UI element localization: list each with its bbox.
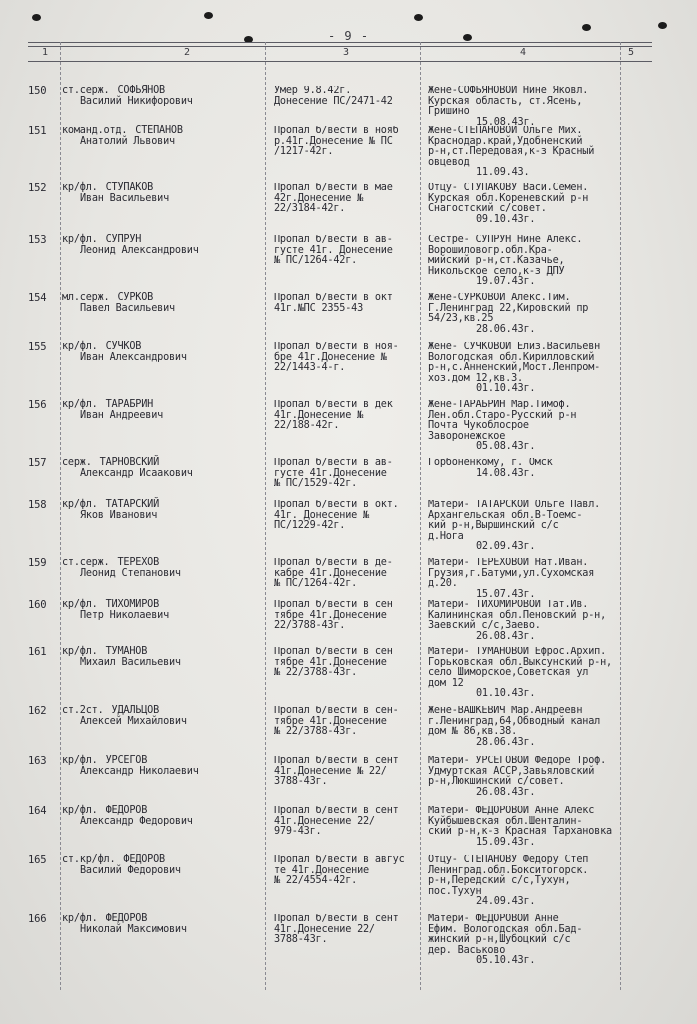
notification-cell bbox=[428, 600, 650, 642]
fate-line: ПС/1229-42г. bbox=[274, 520, 346, 532]
rank: кр/фл. bbox=[62, 182, 98, 193]
notification-date: 26.08.43г. bbox=[476, 630, 536, 642]
notification-line: Гришино bbox=[428, 106, 470, 118]
notification-line: пос.Тухун bbox=[428, 885, 482, 897]
rank-and-surname bbox=[62, 855, 165, 866]
record-number: 154 bbox=[28, 292, 47, 304]
punch-hole bbox=[204, 12, 213, 19]
record-number: 151 bbox=[28, 125, 47, 137]
notification-date: 24.09.43г. bbox=[476, 896, 536, 908]
fate-line: густе 41г.Донесение bbox=[274, 467, 387, 479]
rank-and-surname bbox=[62, 558, 159, 569]
fate-line: бре 41г.Донесение № bbox=[274, 351, 387, 363]
rank-and-surname bbox=[62, 647, 147, 658]
surname: ТАРНОВСКИЙ bbox=[99, 457, 160, 468]
notification-line: Краснодар.край,Удобненский bbox=[428, 135, 583, 147]
notification-line: Ворошиловогр.обл.Кра- bbox=[428, 244, 553, 256]
fate-cell bbox=[274, 400, 422, 432]
surname: ФЕДОРОВ bbox=[105, 805, 148, 816]
column-number-3: 3 bbox=[343, 47, 350, 58]
notification-line: Заворонежское bbox=[428, 430, 506, 442]
column-number-4: 4 bbox=[520, 47, 527, 58]
punch-hole bbox=[32, 14, 41, 21]
notification-date: 02.09.43г. bbox=[476, 541, 536, 553]
rank: кр/фл. bbox=[62, 599, 98, 610]
fate-line: 3788-43г. bbox=[274, 776, 328, 788]
notification-date: 28.06.43г. bbox=[476, 736, 536, 748]
punch-hole bbox=[658, 22, 667, 29]
fate-line: № 22/3788-43г. bbox=[274, 726, 358, 738]
notification-line: дер. Васьково bbox=[428, 944, 506, 956]
notification-line: Курская область, ст.Ясень, bbox=[428, 95, 583, 107]
fate-line: те 41г.Донесение bbox=[274, 864, 369, 876]
fate-cell bbox=[274, 183, 422, 215]
notification-line: Курская обл.Кореневский р-н bbox=[428, 192, 589, 204]
fate-cell bbox=[274, 126, 422, 158]
rank-and-surname bbox=[62, 458, 159, 469]
fate-line: 22/188-42г. bbox=[274, 420, 340, 432]
fate-cell bbox=[274, 558, 422, 590]
fate-line: Пропал б/вести в сент bbox=[274, 806, 399, 816]
rank-and-surname bbox=[62, 293, 153, 304]
fate-line: № ПС/1264-42г. bbox=[274, 578, 358, 590]
fate-cell bbox=[274, 647, 422, 679]
fate-line: 41г.Донесение 22/ bbox=[274, 923, 375, 935]
given-name: Леонид Степанович bbox=[80, 568, 181, 579]
notification-line: село Шиморское,Советская ул bbox=[428, 667, 589, 679]
notification-line: Жене-ТАРАБРИН Мар.Тимоф. bbox=[428, 400, 571, 410]
given-name: Иван Андреевич bbox=[80, 410, 164, 421]
fate-line: 41г.Донесение № bbox=[274, 409, 364, 421]
notification-line: Заевский с/с,Заево. bbox=[428, 620, 541, 632]
fate-line: Пропал б/вести в дек bbox=[274, 400, 393, 410]
notification-cell bbox=[428, 500, 650, 553]
notification-line: Вологодская обл.Кирилловский bbox=[428, 351, 595, 363]
notification-line: д.Нога bbox=[428, 530, 464, 542]
notification-cell bbox=[428, 400, 650, 453]
rank: кр/фл. bbox=[62, 399, 98, 410]
record-number: 164 bbox=[28, 805, 47, 817]
record-number: 158 bbox=[28, 499, 47, 511]
fate-line: 41г.№ПС 2355-43 bbox=[274, 302, 364, 314]
notification-line: р-н,Люкшинский с/совет. bbox=[428, 776, 565, 788]
record-number: 150 bbox=[28, 85, 47, 97]
given-name: Александр Исаакович bbox=[80, 468, 193, 479]
given-name: Яков Иванович bbox=[80, 510, 158, 521]
notification-line: Горбоненкому, г. Омск bbox=[428, 458, 553, 468]
rank: кр/фл. bbox=[62, 341, 98, 352]
notification-line: р-н,Передский с/с,Тухун, bbox=[428, 875, 571, 887]
fate-line: 22/3788-43г. bbox=[274, 620, 346, 632]
notification-line: д.20. bbox=[428, 578, 458, 590]
notification-line: Сестре- СУПРУН Нине Алекс. bbox=[428, 235, 583, 245]
notification-line: Матери- ТУМАНОВОЙ Ефрос.Архип. bbox=[428, 647, 607, 657]
notification-line: Калининская обл.Пеновский р-н, bbox=[428, 609, 607, 621]
fate-cell bbox=[274, 914, 422, 946]
notification-line: овцевод bbox=[428, 156, 470, 168]
rank-and-surname bbox=[62, 706, 159, 717]
fate-line: 22/1443-4-г. bbox=[274, 362, 346, 374]
fate-line: 41г. Донесение № bbox=[274, 509, 369, 521]
notification-line: Почта Чукоблосрое bbox=[428, 420, 529, 432]
fate-line: Пропал б/вести в сен bbox=[274, 647, 393, 657]
record-number: 156 bbox=[28, 399, 47, 411]
surname: СУПРУН bbox=[105, 234, 142, 245]
rank-and-surname bbox=[62, 600, 159, 611]
fate-cell bbox=[274, 293, 422, 314]
rank: серж. bbox=[62, 457, 92, 468]
rank-and-surname bbox=[62, 400, 153, 411]
surname: ФЕДОРОВ bbox=[105, 913, 148, 924]
notification-line: жинский р-н,Шубоцкий с/с bbox=[428, 934, 571, 946]
fate-line: /1217-42г. bbox=[274, 146, 334, 158]
notification-line: Ефим. Вологодская обл.Бад- bbox=[428, 923, 583, 935]
notification-date: 15.08.43г. bbox=[476, 116, 536, 128]
record-number: 157 bbox=[28, 457, 47, 469]
fate-line: 22/3184-42г. bbox=[274, 203, 346, 215]
fate-line: Пропал б/вести в окт. bbox=[274, 500, 399, 510]
notification-line: дом 12 bbox=[428, 677, 464, 689]
fate-line: Донесение ПС/2471-42 bbox=[274, 95, 393, 107]
surname: ТУМАНОВ bbox=[105, 646, 148, 657]
fate-line: Пропал б/вести в авгус bbox=[274, 855, 405, 865]
fate-line: тябре 41г.Донесение bbox=[274, 715, 387, 727]
fate-line: кабре 41г.Донесение bbox=[274, 567, 387, 579]
notification-line: г.Ленинград,64,Обводный канал bbox=[428, 715, 601, 727]
notification-line: Жене-СТЕПАНОВОЙ Ольге Мих. bbox=[428, 126, 583, 136]
fate-line: Пропал б/вести в ав- bbox=[274, 458, 393, 468]
fate-line: Умер 9.8.42г. bbox=[274, 86, 352, 96]
rank-and-surname bbox=[62, 183, 153, 194]
notification-date: 09.10.43г. bbox=[476, 213, 536, 225]
notification-line: Г.Ленинград 22,Кировский пр bbox=[428, 302, 589, 314]
column-divider bbox=[265, 42, 266, 990]
rank-and-surname bbox=[62, 500, 159, 511]
fate-line: Пропал б/вести в нояб bbox=[274, 126, 399, 136]
fate-line: Пропал б/вести в мае bbox=[274, 183, 393, 193]
notification-line: Матери- ТИХОМИРОВОЙ Тат.Ив. bbox=[428, 600, 589, 610]
notification-line: ский р-н,к-з Красная Тархановка bbox=[428, 826, 612, 838]
record-number: 161 bbox=[28, 646, 47, 658]
record-number: 165 bbox=[28, 854, 47, 866]
rank-and-surname bbox=[62, 235, 141, 246]
surname: УРСЕГОВ bbox=[105, 755, 148, 766]
fate-cell bbox=[274, 756, 422, 788]
fate-line: Пропал б/вести в де- bbox=[274, 558, 393, 568]
given-name: Василий Никифорович bbox=[80, 96, 193, 107]
notification-cell bbox=[428, 342, 650, 395]
notification-line: Архангельская обл.В-Тоемс- bbox=[428, 509, 583, 521]
surname: СТУПАКОВ bbox=[105, 182, 154, 193]
rank-and-surname bbox=[62, 806, 147, 817]
notification-date: 15.09.43г. bbox=[476, 836, 536, 848]
fate-cell bbox=[274, 706, 422, 738]
notification-cell bbox=[428, 293, 650, 335]
given-name: Алексей Михайлович bbox=[80, 716, 187, 727]
notification-line: Матери- ФЕДОРОВОЙ Анне bbox=[428, 914, 559, 924]
notification-line: Жене- СУЧКОВОЙ Елиз.Васильевн bbox=[428, 342, 601, 352]
rank-and-surname bbox=[62, 86, 165, 97]
notification-line: Никольское село,к-з ДПУ bbox=[428, 265, 565, 277]
surname: ТИХОМИРОВ bbox=[105, 599, 160, 610]
rank: мл.серж. bbox=[62, 292, 110, 303]
fate-line: 41г.Донесение № 22/ bbox=[274, 765, 387, 777]
surname: СУЧКОВ bbox=[105, 341, 142, 352]
notification-cell bbox=[428, 458, 650, 479]
notification-line: Снагостский с/совет. bbox=[428, 203, 547, 215]
fate-line: Пропал б/вести в сен- bbox=[274, 706, 399, 716]
notification-cell bbox=[428, 86, 650, 128]
notification-cell bbox=[428, 126, 650, 179]
rank-and-surname bbox=[62, 756, 147, 767]
notification-line: мийский р-н,ст.Казачье, bbox=[428, 255, 565, 267]
given-name: Леонид Александрович bbox=[80, 245, 199, 256]
rank-and-surname bbox=[62, 342, 141, 353]
fate-line: тябре 41г.Донесение bbox=[274, 656, 387, 668]
header-rule-middle bbox=[28, 46, 652, 47]
fate-line: Пропал б/вести в сен bbox=[274, 600, 393, 610]
rank: кр/фл. bbox=[62, 755, 98, 766]
record-number: 160 bbox=[28, 599, 47, 611]
given-name: Василий Федорович bbox=[80, 865, 181, 876]
notification-cell bbox=[428, 706, 650, 748]
fate-line: Пропал б/вести в сент bbox=[274, 756, 399, 766]
rank: ст.серж. bbox=[62, 85, 110, 96]
column-divider bbox=[60, 42, 61, 990]
notification-line: Жене-СУРКОВОЙ Алекс.Тим. bbox=[428, 293, 571, 303]
notification-cell bbox=[428, 558, 650, 600]
rank: кр/фл. bbox=[62, 499, 98, 510]
fate-line: р.41г.Донесение № ПС bbox=[274, 135, 393, 147]
fate-cell bbox=[274, 855, 422, 887]
notification-line: Матери- ТАТАРСКОЙ Ольге Павл. bbox=[428, 500, 601, 510]
rank: кр/фл. bbox=[62, 234, 98, 245]
surname: ФЕДОРОВ bbox=[123, 854, 165, 865]
notification-line: Куйбышевская обл.Шенталин- bbox=[428, 815, 583, 827]
given-name: Александр Николаевич bbox=[80, 766, 199, 777]
notification-line: Матери- УРСЕГОВОЙ Федоре Троф. bbox=[428, 756, 607, 766]
surname: СТЕПАНОВ bbox=[135, 125, 183, 136]
notification-line: Матери- ТЕРЕХОВОЙ Нат.Иван. bbox=[428, 558, 589, 568]
rank-and-surname bbox=[62, 126, 183, 137]
notification-line: Отцу- СТУПАКОВУ Васи.Семен. bbox=[428, 183, 589, 193]
fate-cell bbox=[274, 86, 422, 107]
given-name: Анатолий Львович bbox=[80, 136, 175, 147]
given-name: Александр Федорович bbox=[80, 816, 193, 827]
surname: ТЕРЕХОВ bbox=[117, 557, 160, 568]
notification-line: р-н,ст.Передовая,к-з Красный bbox=[428, 146, 595, 158]
notification-cell bbox=[428, 647, 650, 700]
fate-line: Пропал б/вести в ноя- bbox=[274, 342, 399, 352]
notification-line: р-н,с.Анненский,Мост.Ленпром- bbox=[428, 362, 601, 374]
fate-cell bbox=[274, 458, 422, 490]
rank: ст.2ст. bbox=[62, 705, 104, 716]
column-number-2: 2 bbox=[184, 47, 191, 58]
fate-line: густе 41г. Донесение bbox=[274, 244, 393, 256]
fate-line: 979-43г. bbox=[274, 826, 322, 838]
rank: ст.кр/фл. bbox=[62, 854, 116, 865]
header-rule-bottom bbox=[28, 61, 652, 62]
fate-cell bbox=[274, 342, 422, 374]
record-number: 166 bbox=[28, 913, 47, 925]
surname: ТАРАБРИН bbox=[105, 399, 154, 410]
notification-line: Жене-СОФЬЯНОВОЙ Нине Яковл. bbox=[428, 86, 589, 96]
given-name: Иван Васильевич bbox=[80, 193, 170, 204]
notification-date: 05.10.43г. bbox=[476, 955, 536, 967]
rank: кр/фл. bbox=[62, 805, 98, 816]
given-name: Петр Николаевич bbox=[80, 610, 170, 621]
record-number: 155 bbox=[28, 341, 47, 353]
notification-cell bbox=[428, 914, 650, 967]
notification-line: Матери- ФЕДОРОВОЙ Анне Алекс bbox=[428, 806, 595, 816]
fate-cell bbox=[274, 600, 422, 632]
fate-line: 41г.Донесение 22/ bbox=[274, 815, 375, 827]
surname: СОФЬЯНОВ bbox=[117, 85, 165, 96]
surname: СУРКОВ bbox=[117, 292, 154, 303]
notification-line: хоз.дом 12,кв.3. bbox=[428, 372, 523, 384]
rank: кр/фл. bbox=[62, 913, 98, 924]
fate-cell bbox=[274, 235, 422, 267]
rank-and-surname bbox=[62, 914, 147, 925]
notification-cell bbox=[428, 183, 650, 225]
surname: ТАТАРСКИЙ bbox=[105, 499, 160, 510]
given-name: Иван Александрович bbox=[80, 352, 187, 363]
fate-line: тябре 41г.Донесение bbox=[274, 609, 387, 621]
record-number: 159 bbox=[28, 557, 47, 569]
notification-line: дом № 86,кв.38. bbox=[428, 726, 518, 738]
record-number: 153 bbox=[28, 234, 47, 246]
column-number-1: 1 bbox=[42, 47, 49, 58]
notification-line: Лен.обл.Старо-Русский р-н bbox=[428, 409, 577, 421]
fate-line: Пропал б/вести в ав- bbox=[274, 235, 393, 245]
notification-line: Горьковская обл.Выксунский р-н, bbox=[428, 656, 612, 668]
notification-line: Жене-ВАШКЕВИЧ Мар.Андреевн bbox=[428, 706, 583, 716]
notification-line: Удмуртская АССР,Завьяловский bbox=[428, 765, 595, 777]
notification-line: кий р-н,Выршинский с/с bbox=[428, 520, 559, 532]
notification-date: 14.08.43г. bbox=[476, 467, 536, 479]
notification-date: 11.09.43. bbox=[476, 167, 530, 179]
rank: ст.серж. bbox=[62, 557, 110, 568]
notification-date: 15.07.43г. bbox=[476, 588, 536, 600]
notification-date: 01.10.43г. bbox=[476, 383, 536, 395]
record-number: 152 bbox=[28, 182, 47, 194]
fate-cell bbox=[274, 500, 422, 532]
notification-date: 05.08.43г. bbox=[476, 441, 536, 453]
notification-cell bbox=[428, 806, 650, 848]
column-number-5: 5 bbox=[628, 47, 635, 58]
notification-date: 28.06.43г. bbox=[476, 323, 536, 335]
header-rule-top bbox=[28, 42, 652, 43]
given-name: Павел Васильевич bbox=[80, 303, 175, 314]
fate-line: 3788-43г. bbox=[274, 934, 328, 946]
fate-line: № 22/3788-43г. bbox=[274, 667, 358, 679]
surname: УДАЛЬЦОВ bbox=[111, 705, 160, 716]
given-name: Николай Максимович bbox=[80, 924, 187, 935]
page-number: - 9 - bbox=[327, 29, 370, 43]
given-name: Михаил Васильевич bbox=[80, 657, 181, 668]
notification-date: 26.08.43г. bbox=[476, 786, 536, 798]
fate-line: № 22/4554-42г. bbox=[274, 875, 358, 887]
fate-line: 42г.Донесение № bbox=[274, 192, 364, 204]
notification-line: Отцу- СТЕПАНОВУ Федору Степ bbox=[428, 855, 589, 865]
notification-date: 19.07.43г. bbox=[476, 276, 536, 288]
rank: кр/фл. bbox=[62, 646, 98, 657]
notification-cell bbox=[428, 756, 650, 798]
punch-hole bbox=[414, 14, 423, 21]
record-number: 163 bbox=[28, 755, 47, 767]
fate-cell bbox=[274, 806, 422, 838]
notification-cell bbox=[428, 235, 650, 288]
rank: команд.отд. bbox=[62, 125, 128, 136]
notification-line: Ленинград.обл.Бокситогорск. bbox=[428, 864, 589, 876]
record-number: 162 bbox=[28, 705, 47, 717]
notification-cell bbox=[428, 855, 650, 908]
fate-line: Пропал б/вести в сент bbox=[274, 914, 399, 924]
notification-line: Грузия,г.Батуми,ул.Сухомская bbox=[428, 567, 595, 579]
fate-line: № ПС/1529-42г. bbox=[274, 478, 358, 490]
fate-line: Пропал б/вести в окт bbox=[274, 293, 393, 303]
fate-line: № ПС/1264-42г. bbox=[274, 255, 358, 267]
notification-line: 54/23,кв.25 bbox=[428, 313, 494, 325]
notification-date: 01.10.43г. bbox=[476, 688, 536, 700]
